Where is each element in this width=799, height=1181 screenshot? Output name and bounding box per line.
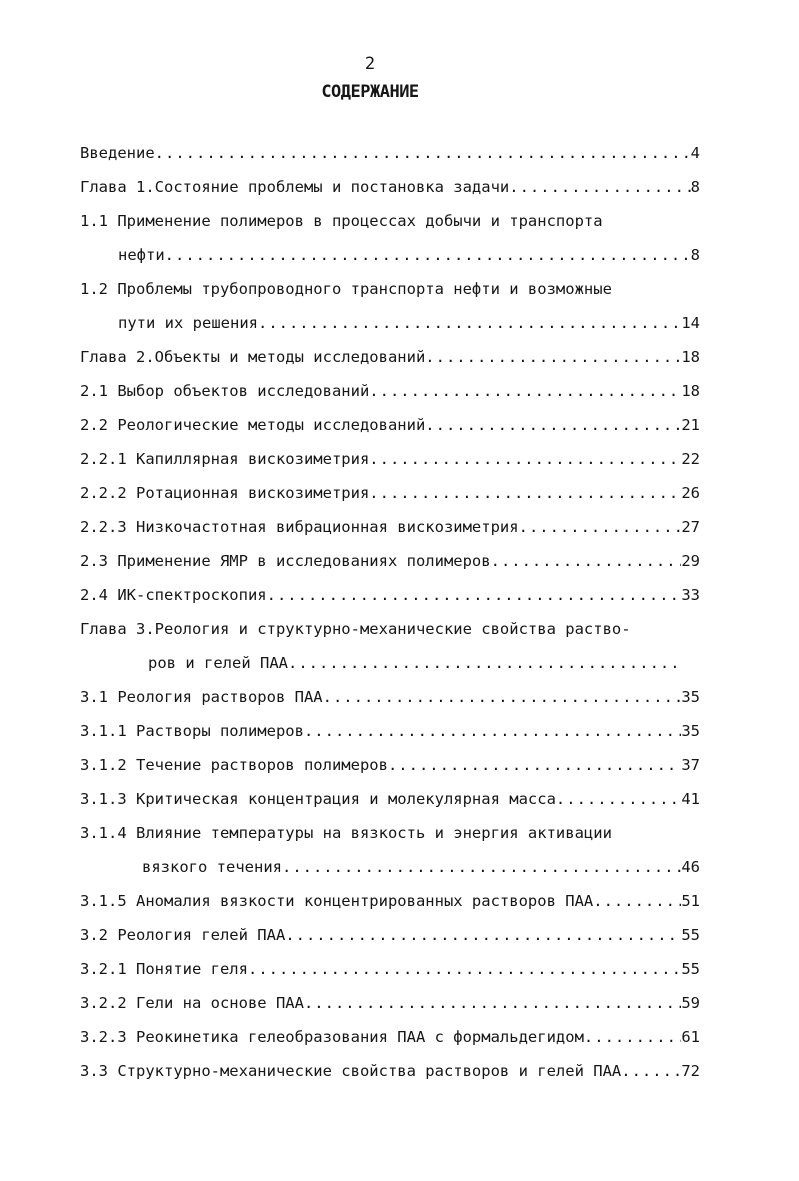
toc-entry	[80, 753, 700, 777]
toc-entry	[80, 447, 700, 471]
toc-entry-text: Введение	[80, 144, 155, 162]
toc-entry	[80, 787, 700, 811]
toc-entry-page: 18	[681, 348, 700, 366]
toc-entry	[80, 379, 700, 403]
toc-entry-page: 61	[681, 1028, 700, 1046]
toc-entry	[118, 243, 700, 267]
toc-entry	[80, 515, 700, 539]
toc-entry-page: 72	[681, 1062, 700, 1080]
toc-entry-page: 27	[681, 518, 700, 536]
leader-dots	[369, 379, 681, 403]
toc-entry	[80, 889, 700, 913]
toc-entry	[80, 413, 700, 437]
toc-entry-page: 26	[681, 484, 700, 502]
toc-entry-page: 21	[681, 416, 700, 434]
toc-entry	[80, 923, 700, 947]
leader-dots	[369, 447, 681, 471]
leader-dots	[304, 719, 681, 743]
leader-dots	[519, 515, 682, 539]
toc-entry	[80, 549, 700, 573]
page-title: СОДЕРЖАНИЕ	[321, 82, 419, 102]
toc-entry-text: 3.1 Реология растворов ПАА	[80, 688, 323, 706]
toc-entry-page: 14	[681, 314, 700, 332]
toc-entry-text: нефти	[118, 246, 165, 264]
leader-dots	[584, 1025, 681, 1049]
toc-entry-text: 2.1 Выбор объектов исследований	[80, 382, 370, 400]
toc-entry-text: 2.4 ИК-спектроскопия	[80, 586, 267, 604]
leader-dots	[258, 311, 681, 335]
toc-entry	[80, 685, 700, 709]
leader-dots	[388, 753, 681, 777]
leader-dots	[285, 923, 681, 947]
toc-entry	[80, 719, 700, 743]
toc-entry-text: 2.2 Реологические методы исследований	[80, 416, 426, 434]
toc-entry-text: Глава 3.Реология и структурно-механические свойства раство-	[80, 620, 631, 638]
toc-entry-text: 3.1.2 Течение растворов полимеров	[80, 756, 388, 774]
toc-entry-text: 2.2.2 Ротационная вискозиметрия	[80, 484, 370, 502]
leader-dots	[248, 957, 681, 981]
toc-entry-text: 1.1 Применение полимеров в процессах добычи и транспорта	[80, 212, 603, 230]
toc-entry	[118, 311, 700, 335]
toc-entry-text: 3.1.1 Растворы полимеров	[80, 722, 304, 740]
toc-entry-text: 2.2.3 Низкочастотная вибрационная вискозиметрия	[80, 518, 519, 536]
toc-entry-page: 51	[681, 892, 700, 910]
page-number: 2	[364, 54, 376, 74]
toc-entry-text: 3.2.3 Реокинетика гелеобразования ПАА с формальдегидом	[80, 1028, 584, 1046]
toc-entry-page: 37	[681, 756, 700, 774]
toc-entry-page: 55	[681, 926, 700, 944]
toc-entry-page: 22	[681, 450, 700, 468]
leader-dots	[425, 413, 681, 437]
toc-entry-text: 3.1.4 Влияние температуры на вязкость и энергия активации	[80, 824, 612, 842]
leader-dots	[369, 481, 681, 505]
toc-entry-text: ров и гелей ПАА	[148, 654, 288, 672]
toc-entry	[80, 991, 700, 1015]
leader-dots	[155, 141, 691, 165]
toc-entry-page: 35	[681, 688, 700, 706]
leader-dots	[323, 685, 682, 709]
leader-dots	[267, 583, 682, 607]
toc-entry-text: 1.2 Проблемы трубопроводного транспорта нефти и возможные	[80, 280, 612, 298]
toc-entry-page: 8	[690, 246, 700, 264]
toc-entry	[80, 175, 700, 199]
toc-entry-text: 2.3 Применение ЯМР в исследованиях полимеров	[80, 552, 491, 570]
toc-entry	[80, 481, 700, 505]
leader-dots	[509, 175, 690, 199]
toc-entry-page: 41	[681, 790, 700, 808]
toc-entry	[80, 617, 700, 641]
toc-entry-text: 3.1.3 Критическая концентрация и молекулярная масса	[80, 790, 556, 808]
leader-dots	[621, 1059, 681, 1083]
leader-dots	[491, 549, 682, 573]
toc-entry-text: 3.2 Реология гелей ПАА	[80, 926, 286, 944]
toc-entry-text: 3.1.5 Аномалия вязкости концентрированных растворов ПАА	[80, 892, 594, 910]
leader-dots	[282, 855, 681, 879]
leader-dots	[556, 787, 681, 811]
leader-dots	[165, 243, 691, 267]
toc-entry-text: Глава 2.Объекты и методы исследований	[80, 348, 426, 366]
toc-entry	[80, 345, 700, 369]
leader-dots	[304, 991, 681, 1015]
toc-entry-text: пути их решения	[118, 314, 258, 332]
toc-entry-text: 3.2.2 Гели на основе ПАА	[80, 994, 304, 1012]
toc-entry-text: 3.2.1 Понятие геля	[80, 960, 248, 978]
toc-entry	[80, 141, 700, 165]
toc-entry-text: 3.3 Структурно-механические свойства растворов и гелей ПАА	[80, 1062, 622, 1080]
toc-entry-page: 4	[690, 144, 700, 162]
toc-entry	[80, 821, 700, 845]
toc-entry	[80, 583, 700, 607]
toc-entry-page: 35	[681, 722, 700, 740]
toc-entry-page: 29	[681, 552, 700, 570]
toc-entry	[142, 855, 700, 879]
toc-entry	[80, 209, 700, 233]
toc-entry	[80, 957, 700, 981]
toc-entry	[80, 1025, 700, 1049]
toc-entry	[80, 1059, 700, 1083]
toc-entry-page: 59	[681, 994, 700, 1012]
toc-entry-text: Глава 1.Состояние проблемы и постановка задачи	[80, 178, 510, 196]
leader-dots	[593, 889, 681, 913]
toc-entry-text: вязкого течения	[142, 858, 282, 876]
leader-dots	[425, 345, 681, 369]
toc-entry-page: 46	[681, 858, 700, 876]
toc-entry-page: 8	[690, 178, 700, 196]
toc-entry-page: 18	[681, 382, 700, 400]
toc-entry-page: 33	[681, 586, 700, 604]
leader-dots	[288, 651, 680, 675]
toc-entry	[148, 651, 680, 675]
toc-entry	[80, 277, 700, 301]
toc-entry-page: 55	[681, 960, 700, 978]
toc-entry-text: 2.2.1 Капиллярная вискозиметрия	[80, 450, 370, 468]
